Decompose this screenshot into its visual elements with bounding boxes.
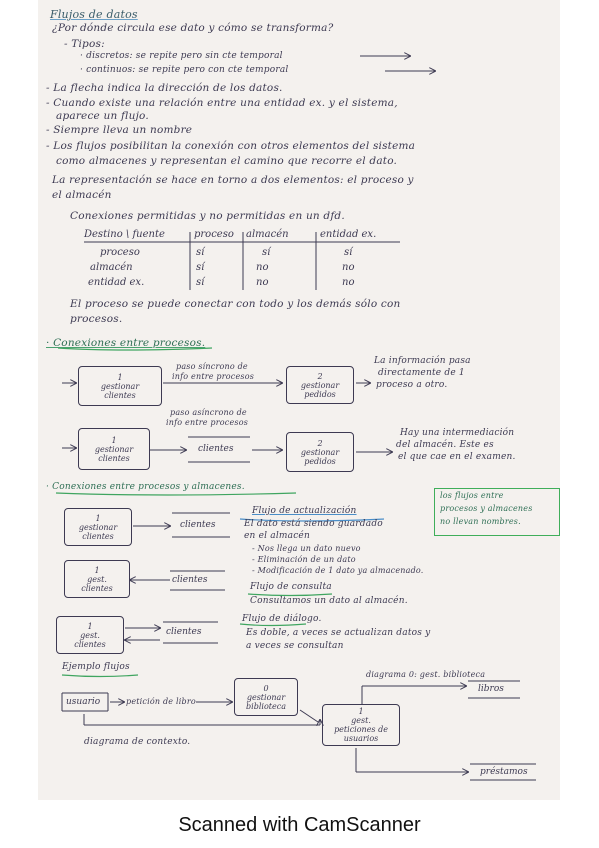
- store-clientes-update: clientes: [180, 520, 216, 530]
- note-representation-line1: La representación se hace en torno a dos elementos: el proceso y: [52, 174, 414, 186]
- table-cell: no: [342, 262, 355, 273]
- table-header-entity: entidad ex.: [320, 229, 377, 240]
- process-box-gestionar-clientes-async: 1 gestionar clientes: [78, 428, 150, 470]
- table-intro: Conexiones permitidas y no permitidas en un dfd.: [70, 210, 345, 222]
- note-connection-line2: como almacenes y representan el camino que recorre el dato.: [56, 155, 398, 167]
- table-row-label: almacén: [90, 262, 133, 273]
- consult-flow-title: Flujo de consulta: [250, 582, 332, 592]
- flow-peticion-libro: petición de libro: [126, 697, 196, 706]
- sync-note-line1: La información pasa: [374, 356, 471, 366]
- table-row-label: proceso: [100, 247, 140, 258]
- type-discrete: · discretos: se repite pero sin cte temporal: [80, 51, 283, 61]
- consult-flow-line1: Consultamos un dato al almacén.: [250, 596, 408, 606]
- example-heading: Ejemplo flujos: [62, 662, 130, 672]
- sync-note-line2: directamente de 1: [378, 368, 465, 378]
- table-cell: no: [342, 277, 355, 288]
- async-note-line1: Hay una intermediación: [400, 428, 515, 438]
- entity-usuario: usuario: [66, 697, 101, 707]
- section-processes-heading: · Conexiones entre procesos.: [46, 337, 206, 349]
- green-note-line2: procesos y almacenes: [440, 504, 533, 513]
- note-connection-line1: - Los flujos posibilitan la conexión con otros elementos del sistema: [46, 140, 416, 152]
- intro-question: ¿Por dónde circula ese dato y cómo se transforma?: [52, 22, 334, 34]
- table-header-process: proceso: [194, 229, 234, 240]
- process-box-gestionar-pedidos: 2 gestionar pedidos: [286, 366, 354, 404]
- update-flow-title: Flujo de actualización: [252, 506, 357, 516]
- table-cell: sí: [344, 247, 353, 258]
- camscanner-footer: Scanned with CamScanner: [178, 814, 421, 836]
- process-box-gest-peticiones: 1 gest. peticiones de usuarios: [322, 704, 400, 746]
- table-cell: sí: [262, 247, 271, 258]
- update-flow-item1: - Nos llega un dato nuevo: [252, 544, 361, 553]
- store-clientes-dialog: clientes: [166, 627, 202, 637]
- process-box-update: 1 gestionar clientes: [64, 508, 132, 546]
- async-note-line3: el que cae en el examen.: [398, 452, 516, 462]
- process-box-consult: 1 gest. clientes: [64, 560, 130, 598]
- diagram0-title: diagrama 0: gest. biblioteca: [366, 670, 486, 679]
- async-label-line2: info entre procesos: [166, 418, 249, 427]
- note-arrow-direction: - La flecha indica la dirección de los datos.: [46, 82, 283, 94]
- store-prestamos: préstamos: [480, 767, 528, 777]
- table-note-line1: El proceso se puede conectar con todo y los demás sólo con: [70, 298, 401, 310]
- dialog-flow-line2: a veces se consultan: [246, 641, 344, 651]
- note-always-name: - Siempre lleva un nombre: [46, 124, 193, 136]
- table-cell: sí: [196, 247, 205, 258]
- dialog-flow-line1: Es doble, a veces se actualizan datos y: [246, 628, 431, 638]
- table-row-label: entidad ex.: [88, 277, 145, 288]
- note-representation-line2: el almacén: [52, 189, 112, 201]
- section-stores-heading: · Conexiones entre procesos y almacenes.: [46, 482, 245, 492]
- async-note-line2: del almacén. Este es: [396, 440, 494, 450]
- update-flow-item3: - Modificación de 1 dato ya almacenado.: [252, 566, 424, 575]
- store-clientes-async: clientes: [198, 444, 234, 454]
- types-label: - Tipos:: [64, 38, 105, 50]
- table-cell: no: [256, 277, 269, 288]
- async-label-line1: paso asíncrono de: [170, 408, 247, 417]
- process-box-dialog: 1 gest. clientes: [56, 616, 124, 654]
- sync-label-line2: info entre procesos: [172, 372, 255, 381]
- process-box-gestionar-clientes: 1 gestionar clientes: [78, 366, 162, 406]
- type-continuous: · continuos: se repite pero con cte temporal: [80, 65, 289, 75]
- sync-note-line3: proceso a otro.: [376, 380, 448, 390]
- note-relation-line2: aparece un flujo.: [56, 110, 149, 122]
- sync-label-line1: paso síncrono de: [176, 362, 248, 371]
- table-cell: sí: [196, 277, 205, 288]
- table-header-store: almacén: [246, 229, 289, 240]
- note-relation-line1: - Cuando existe una relación entre una entidad ex. y el sistema,: [46, 97, 398, 109]
- green-note-line1: los flujos entre: [440, 491, 504, 500]
- process-box-gestionar-pedidos-async: 2 gestionar pedidos: [286, 432, 354, 472]
- page-title: Flujos de datos: [50, 8, 138, 21]
- update-flow-line1: El dato está siendo guardado: [244, 519, 383, 529]
- store-libros: libros: [478, 684, 504, 694]
- green-note-line3: no llevan nombres.: [440, 517, 521, 526]
- update-flow-line2: en el almacén: [244, 531, 310, 541]
- process-box-gestionar-biblioteca: 0 gestionar biblioteca: [234, 678, 298, 716]
- table-header-destination: Destino \ fuente: [84, 229, 165, 240]
- table-cell: sí: [196, 262, 205, 273]
- table-note-line2: procesos.: [70, 313, 123, 325]
- dialog-flow-title: Flujo de diálogo.: [242, 614, 322, 624]
- context-diagram-caption: diagrama de contexto.: [84, 737, 191, 747]
- store-clientes-consult: clientes: [172, 575, 208, 585]
- update-flow-item2: - Eliminación de un dato: [252, 555, 356, 564]
- table-cell: no: [256, 262, 269, 273]
